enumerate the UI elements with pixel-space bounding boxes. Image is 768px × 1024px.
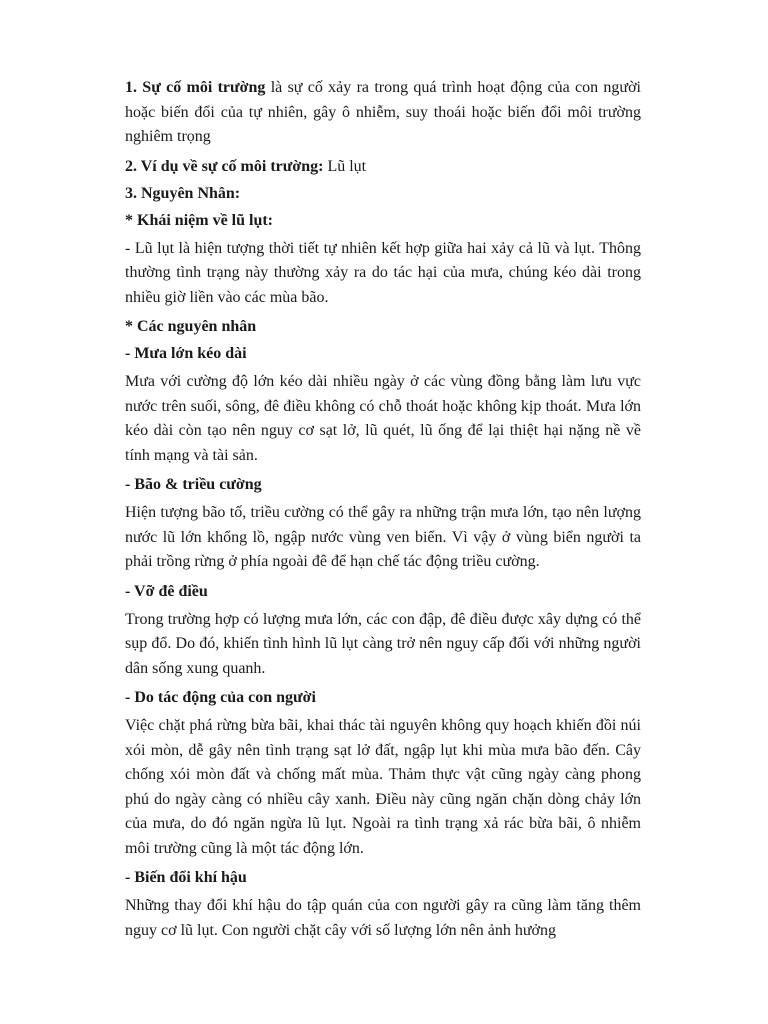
flood-concept-heading: * Khái niệm về lũ lụt: [125,211,274,229]
flood-concept-paragraph: - Lũ lụt là hiện tượng thời tiết tự nhiên kết hợp giữa hai xảy cả lũ và lụt. Thông thường tình trạng này thường xảy ra do tác hại của mưa, chúng kéo dài trong nhiều giờ liền vào các mùa bão. [125,239,641,306]
dike-break-heading: - Vỡ đê điều [125,582,208,600]
storm-tide-heading: - Bão & triều cường [125,476,262,493]
human-impact-paragraph: Việc chặt phá rừng bừa bãi, khai thác tài nguyên không quy hoạch khiến đồi núi xói mòn, dễ gây nên tình trạng sạt lở đất, ngập lụt khi mùa mưa bão đến. Cây chống xói mòn đất và chống mất mùa. Thảm thực vật cũng ngày càng phong phú do ngày càng có nhiều cây xanh. Điều này cũng ngăn chặn dòng chảy lớn của mưa, do đó ngăn ngừa lũ lụt. Ngoài ra tình trạng xả rác bừa bãi, ô nhiễm môi trường cũng là một tác động lớn. [125,717,641,857]
climate-change-heading: - Biến đổi khí hậu [125,869,247,886]
document-page [125,76,641,949]
causes-heading: 3. Nguyên Nhân: [125,184,241,202]
climate-change-paragraph: Những thay đổi khí hậu do tập quán của con người gây ra cũng làm tăng thêm nguy cơ lũ lụt. Con người chặt cây với số lượng lớn nên ảnh hưởng [125,897,641,939]
example-paragraph [125,156,641,178]
storm-tide-paragraph: Hiện tượng bão tố, triều cường có thể gây ra những trận mưa lớn, tạo nên lượng nước lũ lớn khổng lồ, ngập nước vùng ven biển. Vì vậy ở vùng biển người ta phải trồng rừng ở phía ngoài đê để hạn chế tác động triều cường. [125,504,641,570]
example-text: Lũ lụt [323,157,367,175]
example-heading: 2. Ví dụ về sự cố môi trường: [125,157,324,175]
causes-list-heading: * Các nguyên nhân [125,318,257,335]
heavy-rain-paragraph: Mưa với cường độ lớn kéo dài nhiều ngày ở các vùng đồng bằng làm lưu vực nước trên suối, sông, đê điều không có chỗ thoát hoặc không kịp thoát. Mưa lớn kéo dài còn tạo nên nguy cơ sạt lở, lũ quét, lũ ống để lại thiệt hại nặng nề về tính mạng và tài sản. [125,373,641,464]
heavy-rain-heading: - Mưa lớn kéo dài [125,345,247,362]
human-impact-heading: - Do tác động của con người [125,689,316,706]
dike-break-paragraph: Trong trường hợp có lượng mưa lớn, các con đập, đê điều được xây dựng có thể sụp đổ. Do đó, khiến tình hình lũ lụt càng trở nên nguy cấp đối với những người dân sống xung quanh. [125,610,641,677]
definition-text: là sự cố xảy ra trong quá trình hoạt động của con người hoặc biến đổi của tự nhiên, gây ô nhiễm, suy thoái hoặc biến đổi môi trường nghiêm trọng [125,79,641,145]
definition-heading: 1. Sự cố môi trường [125,79,266,96]
definition-paragraph [125,76,641,150]
